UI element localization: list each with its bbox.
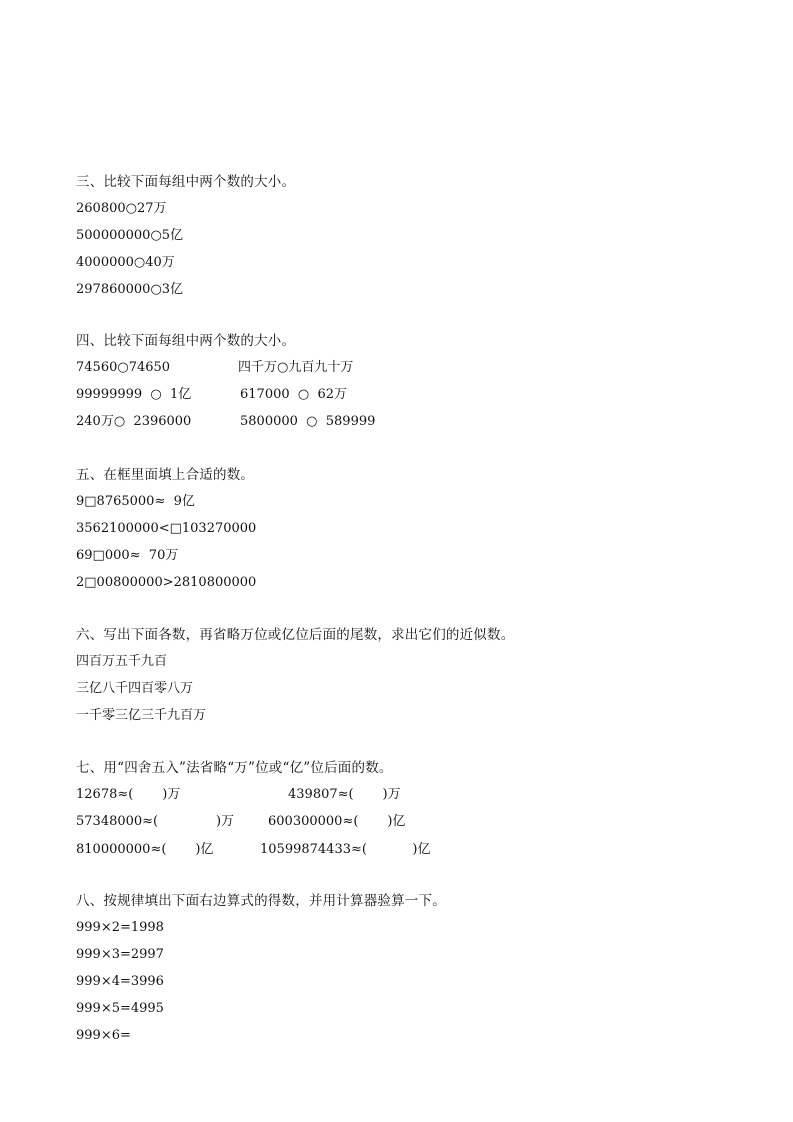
section-7-row-3-left: 810000000≈( )亿 [76, 842, 214, 857]
section-6-item-1: 四百万五千九百 [76, 654, 168, 669]
section-4-row-3-right: 5800000 ○ 589999 [240, 414, 376, 429]
section-6-item-2: 三亿八千四百零八万 [76, 681, 194, 696]
section-5-item-3: 69□000≈ 70万 [76, 548, 179, 563]
section-8-item-4: 999×5=4995 [76, 1001, 164, 1016]
section-8-item-3: 999×4=3996 [76, 974, 164, 989]
section-8-heading: 八、按规律填出下面右边算式的得数，并用计算器验算一下。 [76, 893, 446, 909]
section-7-row-1-right: 439807≈( )万 [288, 787, 401, 802]
section-5-item-1: 9□8765000≈ 9亿 [76, 494, 195, 509]
section-3-heading: 三、比较下面每组中两个数的大小。 [76, 174, 296, 190]
section-4-row-1-left: 74560○74650 [76, 360, 171, 375]
section-7-heading: 七、用“四舍五入”法省略“万”位或“亿”位后面的数。 [76, 760, 393, 776]
section-5-item-4: 2□00800000>2810800000 [76, 575, 257, 590]
section-7-row-3-right: 10599874433≈( )亿 [260, 842, 431, 857]
section-5-heading: 五、在框里面填上合适的数。 [76, 467, 255, 483]
section-7-row-2-left: 57348000≈( )万 [76, 814, 235, 829]
section-5-item-2: 3562100000<□103270000 [76, 521, 257, 536]
section-4-heading: 四、比较下面每组中两个数的大小。 [76, 333, 296, 349]
section-4-row-2-right: 617000 ○ 62万 [240, 387, 348, 402]
section-3-item-4: 297860000○3亿 [76, 282, 184, 297]
section-8-item-5: 999×6= [76, 1028, 131, 1043]
section-3-item-2: 500000000○5亿 [76, 228, 184, 243]
section-7-row-1-left: 12678≈( )万 [76, 787, 181, 802]
section-4-row-1-right: 四千万○九百九十万 [238, 360, 354, 375]
section-3-item-1: 260800○27万 [76, 201, 167, 216]
section-6-item-3: 一千零三亿三千九百万 [76, 708, 207, 723]
section-6-heading: 六、写出下面各数，再省略万位或亿位后面的尾数，求出它们的近似数。 [76, 627, 515, 643]
section-3-item-3: 4000000○40万 [76, 255, 175, 270]
section-8-item-1: 999×2=1998 [76, 920, 164, 935]
section-4-row-2-left: 99999999 ○ 1亿 [76, 387, 192, 402]
section-7-row-2-right: 600300000≈( )亿 [268, 814, 406, 829]
section-4-row-3-left: 240万○ 2396000 [76, 414, 192, 429]
section-8-item-2: 999×3=2997 [76, 947, 164, 962]
